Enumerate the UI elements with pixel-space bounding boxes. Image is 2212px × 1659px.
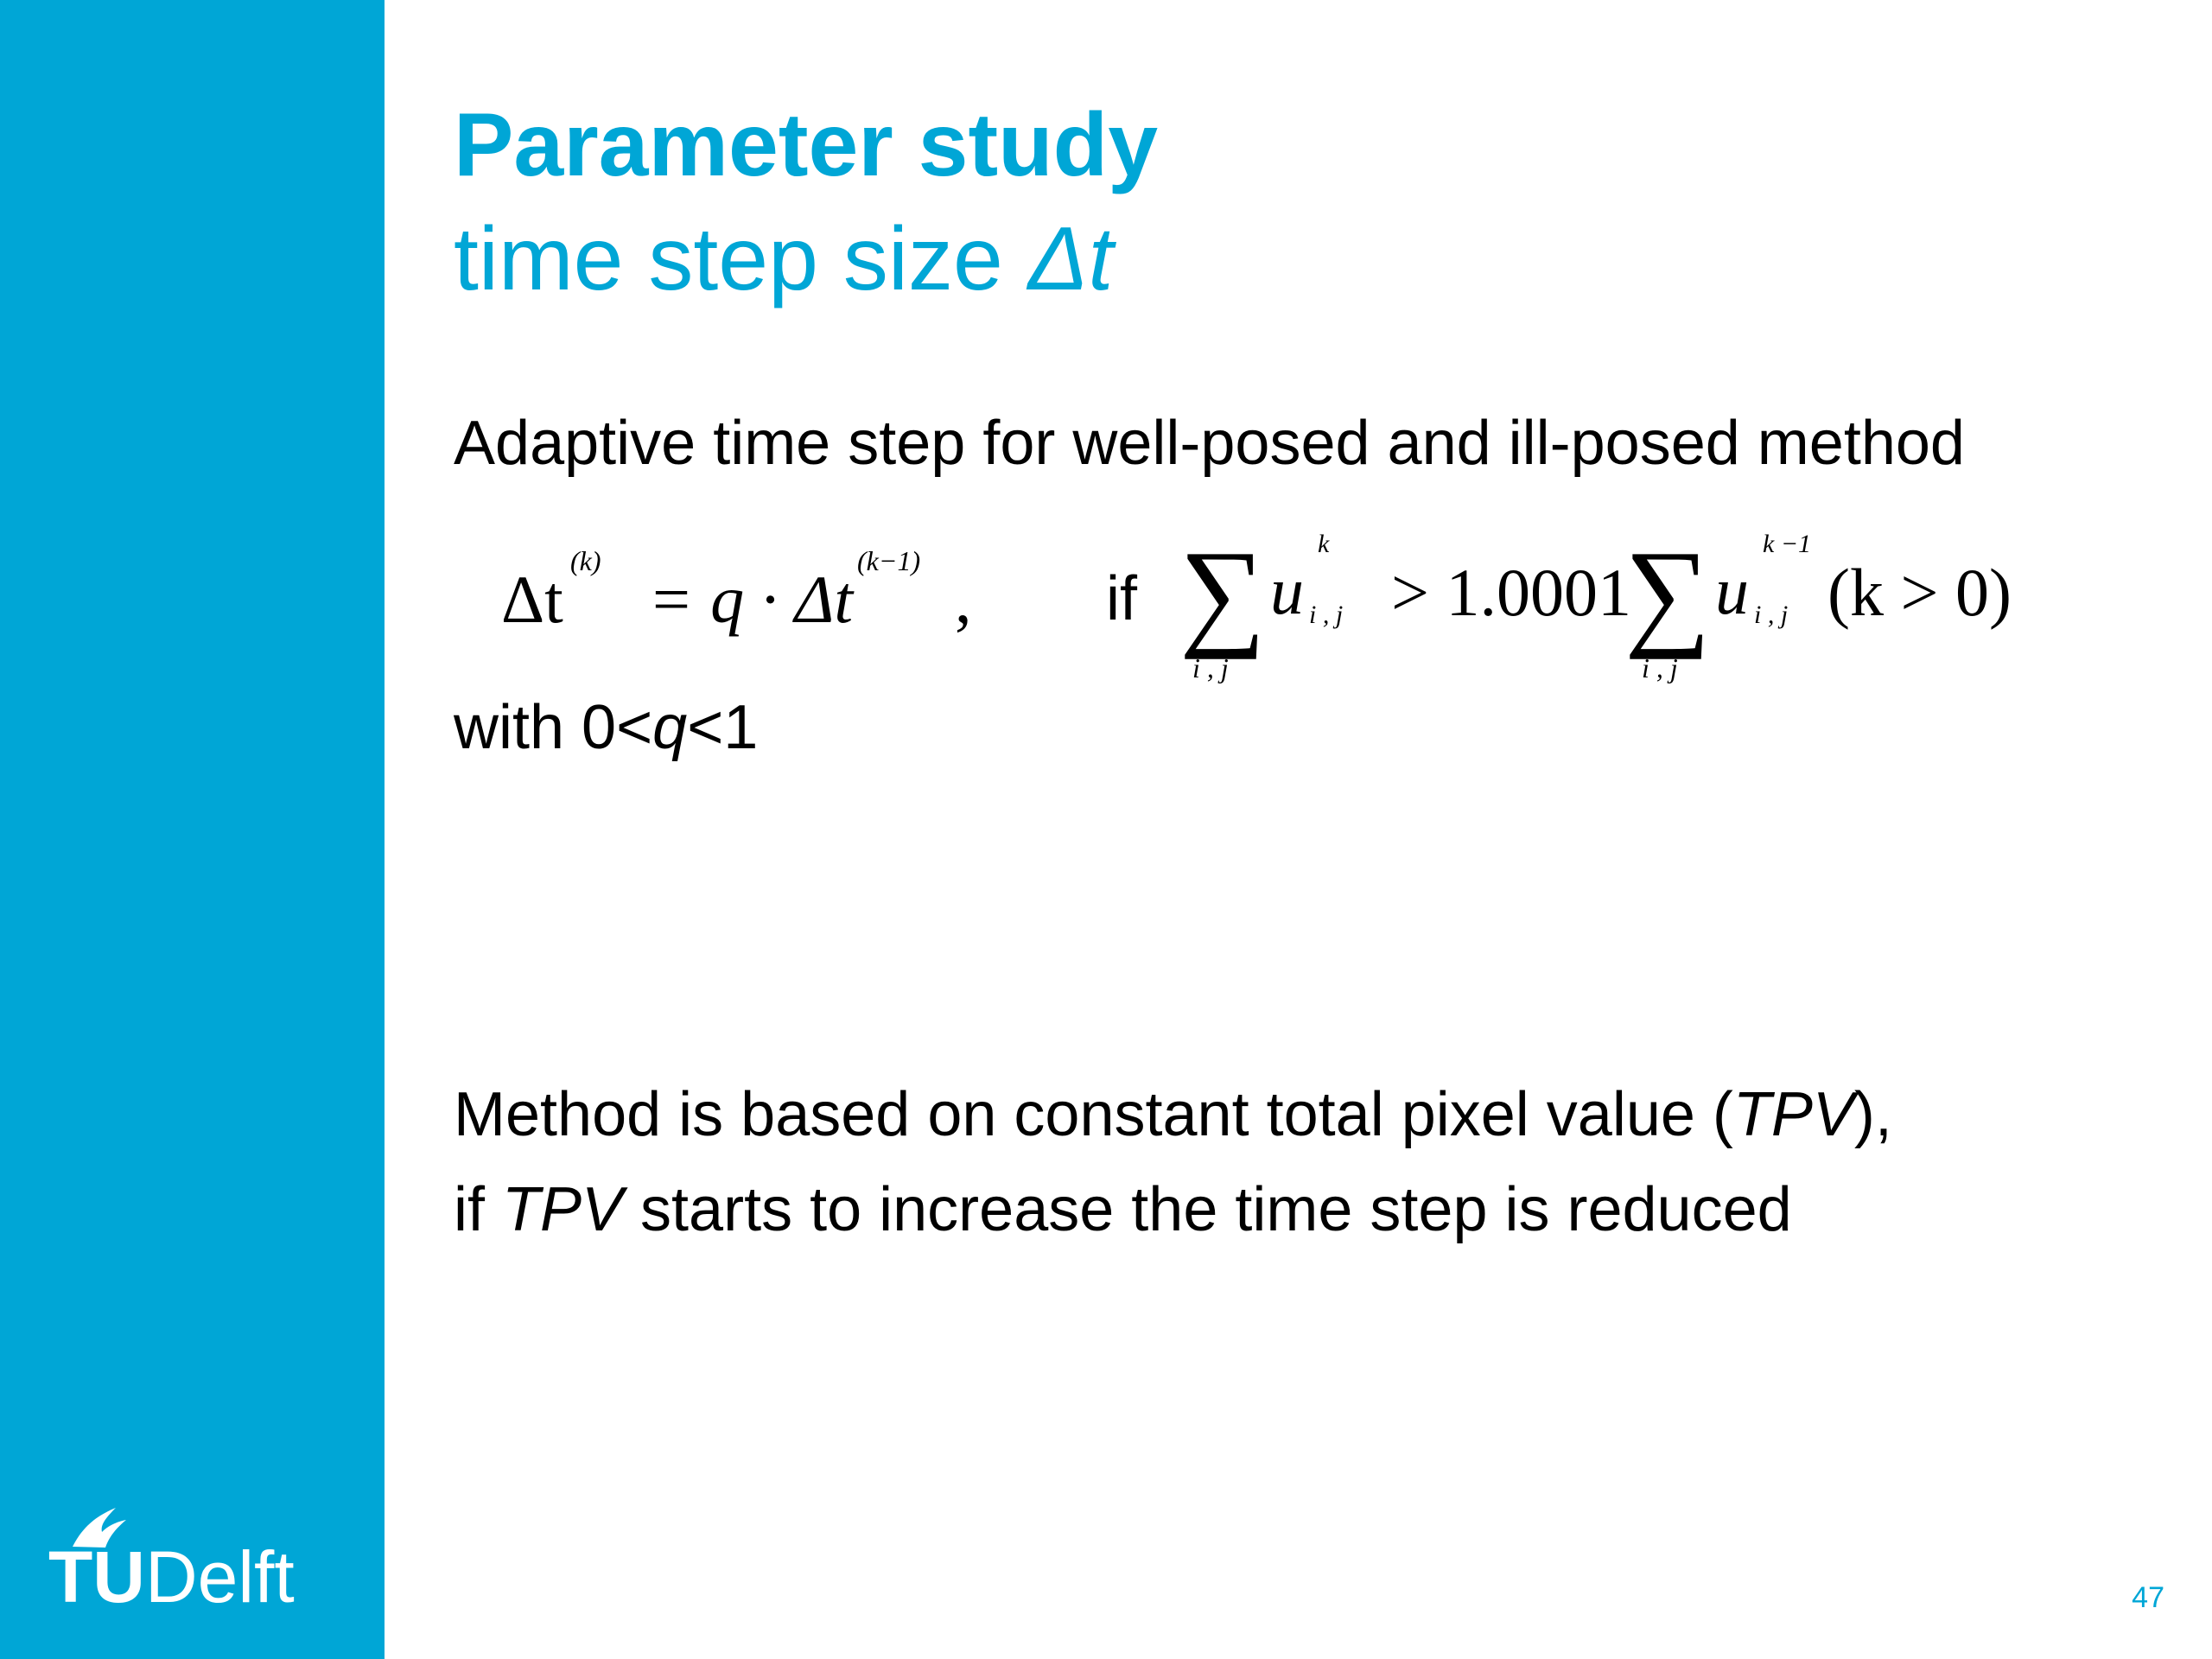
condition-var: q <box>652 693 688 762</box>
logo-tu: TU <box>48 1536 145 1618</box>
sum-sub-1: i , j <box>1192 652 1229 683</box>
formula-lhs-sup: (k) <box>570 545 601 576</box>
method-line-2 <box>454 1171 1792 1249</box>
u-sup-2: k −1 <box>1763 530 1812 558</box>
slide-title: Parameter study <box>454 95 1159 195</box>
method-line-2-suffix: starts to increase the time step is reduced <box>623 1175 1792 1244</box>
logo-wordmark <box>48 1534 295 1620</box>
formula-comparison: > 1.0001 <box>1391 555 1631 630</box>
logo-delft: Delft <box>144 1536 295 1618</box>
sum-symbol-2: ∑ <box>1624 526 1711 660</box>
sum-symbol-1: ∑ <box>1179 526 1266 660</box>
method-line-1 <box>454 1076 1892 1154</box>
subtitle-symbol: Δt <box>1027 209 1114 309</box>
time-step-formula <box>501 505 2056 704</box>
formula-eq: = q · Δt <box>648 562 854 637</box>
tudelft-logo <box>48 1499 334 1629</box>
formula-lhs <box>501 562 563 637</box>
formula-u-1: u <box>1270 553 1304 628</box>
slide-subtitle <box>454 207 1113 311</box>
formula-lhs-base: Δt <box>501 562 563 637</box>
condition-text <box>454 689 758 766</box>
subtitle-text: time step size <box>454 209 1028 309</box>
page-number: 47 <box>2132 1581 2164 1614</box>
method-line-1-prefix: Method is based on constant total pixel value ( <box>454 1080 1733 1149</box>
formula-if: if <box>1106 564 1137 633</box>
u-sub-2: i , j <box>1754 601 1789 629</box>
u-sup-1: k <box>1318 530 1330 558</box>
formula-tail: (k > 0) <box>1827 555 2012 630</box>
formula-comma: , <box>955 562 972 637</box>
method-line-2-var: TPV <box>502 1175 624 1244</box>
method-line-1-suffix: ), <box>1853 1080 1892 1149</box>
method-line-1-var: TPV <box>1732 1080 1854 1149</box>
method-line-2-prefix: if <box>454 1175 503 1244</box>
sidebar-band <box>0 0 385 1659</box>
intro-text: Adaptive time step for well-posed and ill-posed method <box>454 409 1965 478</box>
sum-sub-2: i , j <box>1642 652 1678 683</box>
u-sub-1: i , j <box>1309 601 1344 629</box>
condition-suffix: <1 <box>687 693 759 762</box>
condition-prefix: with 0< <box>454 693 653 762</box>
formula-rhs-sup: (k−1) <box>857 545 921 576</box>
formula-u-2: u <box>1715 553 1749 628</box>
